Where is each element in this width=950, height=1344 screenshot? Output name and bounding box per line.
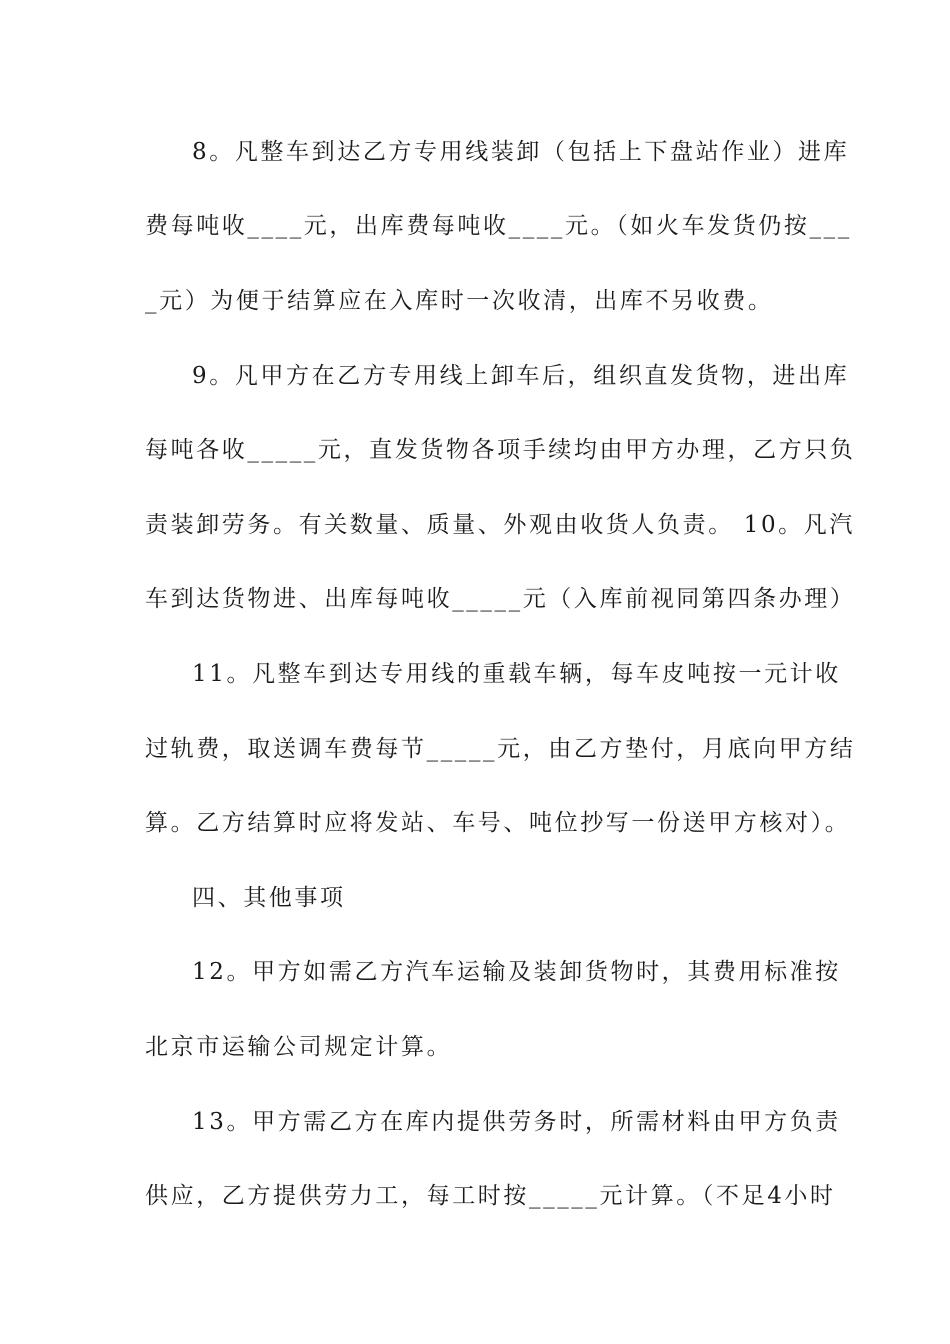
clause-13-line-1: 13。甲方需乙方在库内提供劳务时，所需材料由甲方负责 (192, 1109, 841, 1135)
clause-9-line-2: 每吨各收_____元，直发货物各项手续均由甲方办理，乙方只负 (145, 437, 856, 463)
clause-11-line-3: 算。乙方结算时应将发站、车号、吨位抄写一份送甲方核对）。 (145, 810, 851, 836)
section-heading: 四、其他事项 (192, 885, 346, 911)
clause-8-line-1: 8。凡整车到达乙方专用线装卸（包括上下盘站作业）进库 (192, 139, 850, 165)
clause-9-line-3: 责装卸劳务。有关数量、质量、外观由收货人负责。 10。凡汽 (145, 512, 855, 538)
clause-11-line-2: 过轨费，取送调车费每节_____元，由乙方垫付，月底向甲方结 (145, 736, 856, 762)
clause-8-line-2: 费每吨收____元，出库费每吨收____元。（如火车发货仍按___ (145, 213, 852, 239)
clause-8-line-3: _元）为便于结算应在入库时一次收清，出库不另收费。 (145, 288, 774, 314)
clause-12-line-1: 12。甲方如需乙方汽车运输及装卸货物时，其费用标准按 (192, 959, 841, 985)
clause-12-line-2: 北京市运输公司规定计算。 (145, 1034, 453, 1060)
clause-10-line: 车到达货物进、出库每吨收_____元（入库前视同第四条办理） (145, 586, 856, 612)
clause-9-line-1: 9。凡甲方在乙方专用线上卸车后，组织直发货物，进出库 (192, 363, 850, 389)
clause-13-line-2: 供应，乙方提供劳力工，每工时按_____元计算。（不足4小时 (145, 1183, 836, 1209)
clause-11-line-1: 11。凡整车到达专用线的重载车辆，每车皮吨按一元计收 (192, 661, 841, 687)
